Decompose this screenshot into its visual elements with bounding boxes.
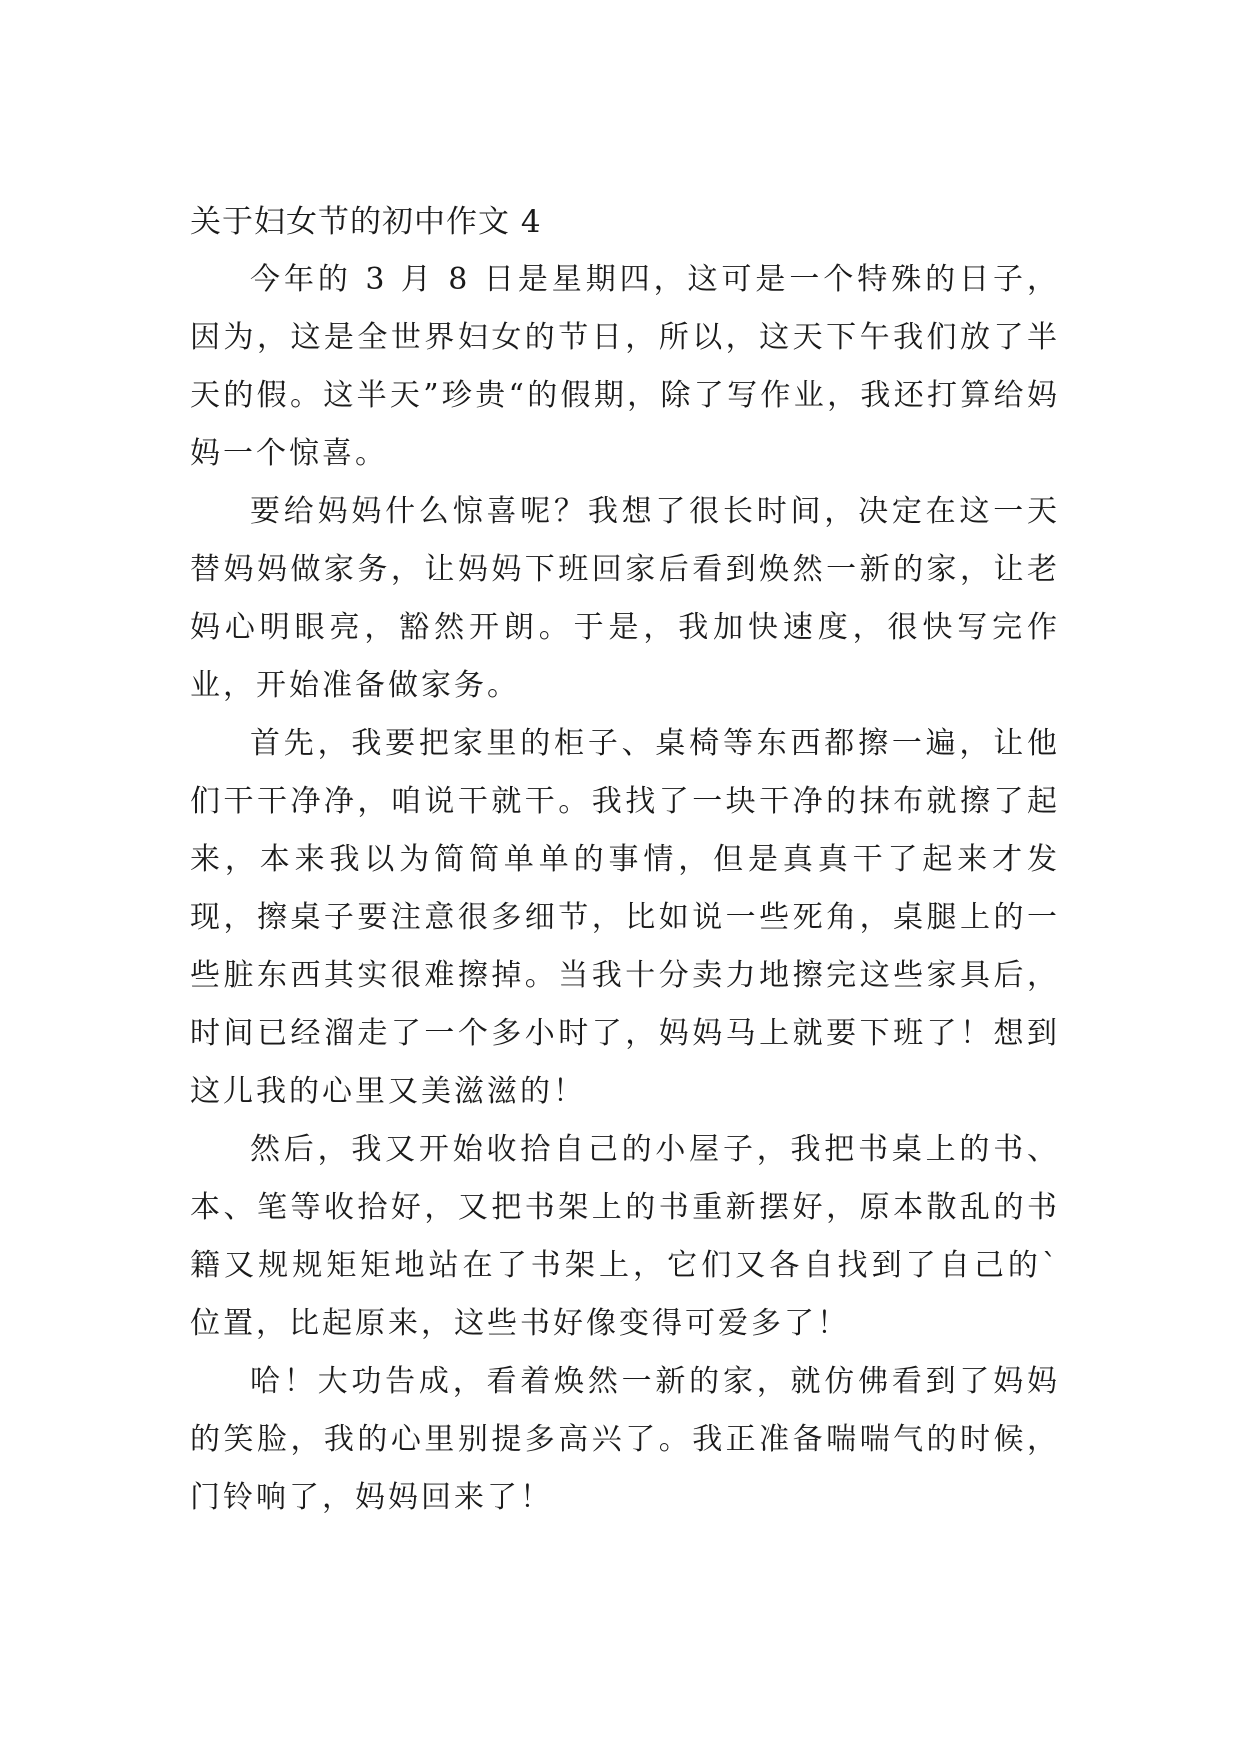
paragraph-3: 首先，我要把家里的柜子、桌椅等东西都擦一遍，让他们干干净净，咱说干就干。我找了一块干净的抹布就擦了起来，本来我以为简简单单的事情，但是真真干了起来才发现，擦桌子要注意很多细节，比如说一些死角，桌腿上的一些脏东西其实很难擦掉。当我十分卖力地擦完这些家具后，时间已经溜走了一个多小时了，妈妈马上就要下班了！想到这儿我的心里又美滋滋的！ xyxy=(190,726,1060,1109)
document-title: 关于妇女节的初中作文 4 xyxy=(190,204,542,240)
paragraph-1: 今年的 3 月 8 日是星期四，这可是一个特殊的日子，因为，这是全世界妇女的节日，所以，这天下午我们放了半天的假。这半天”珍贵“的假期，除了写作业，我还打算给妈妈一个惊喜。 xyxy=(190,262,1060,471)
paragraph-4: 然后，我又开始收拾自己的小屋子，我把书桌上的书、本、笔等收拾好，又把书架上的书重新摆好，原本散乱的书籍又规规矩矩地站在了书架上，它们又各自找到了自己的`位置，比起原来，这些书好像变得可爱多了！ xyxy=(190,1132,1060,1341)
document-page xyxy=(190,193,1060,1527)
paragraph-2: 要给妈妈什么惊喜呢？我想了很长时间，决定在这一天替妈妈做家务，让妈妈下班回家后看到焕然一新的家，让老妈心明眼亮，豁然开朗。于是，我加快速度，很快写完作业，开始准备做家务。 xyxy=(190,494,1060,703)
paragraph-5: 哈！大功告成，看着焕然一新的家，就仿佛看到了妈妈的笑脸，我的心里别提多高兴了。我正准备喘喘气的时候，门铃响了，妈妈回来了！ xyxy=(190,1364,1060,1515)
